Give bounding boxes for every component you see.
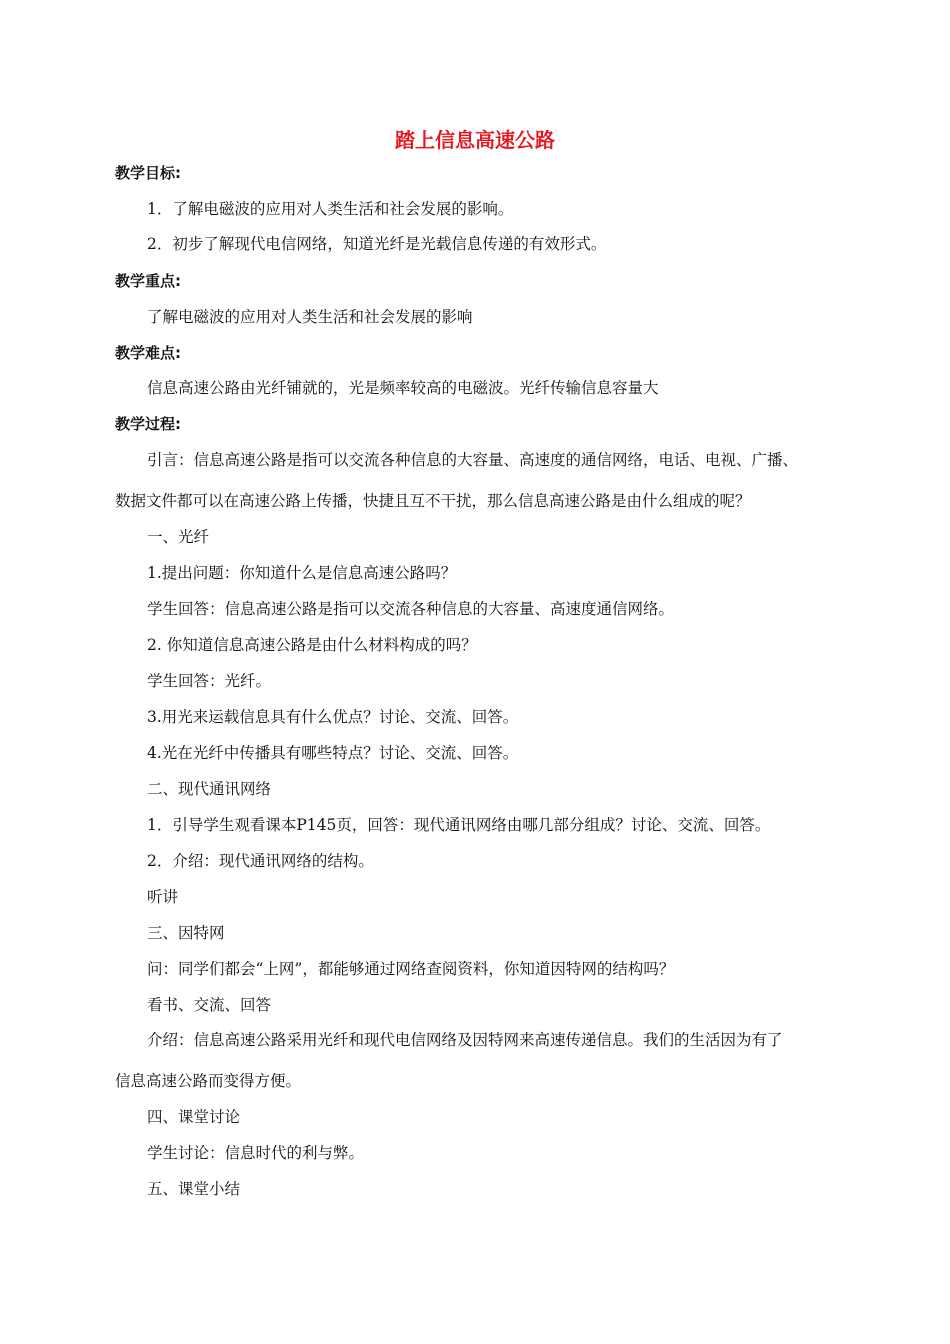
difficult-points-heading: 教学难点: — [115, 344, 181, 362]
goals-heading: 教学目标: — [115, 164, 181, 182]
intro-line-2: 数据文件都可以在高速公路上传播，快捷且互不干扰，那么信息高速公路是由什么组成的呢？ — [115, 492, 751, 510]
question-4: 4.光在光纤中传播具有哪些特点？讨论、交流、回答。 — [147, 744, 519, 762]
section-heading-1: 一、光纤 — [147, 528, 210, 546]
section-3-intro-line-2: 信息高速公路而变得方便。 — [115, 1072, 302, 1090]
answer-2: 学生回答：光纤。 — [147, 672, 272, 690]
question-2: 2. 你知道信息高速公路是由什么材料构成的吗？ — [147, 636, 477, 654]
section-heading-3: 三、因特网 — [147, 924, 225, 942]
goal-item-2: 2．初步了解现代电信网络，知道光纤是光载信息传递的有效形式。 — [147, 235, 607, 253]
key-points-heading: 教学重点: — [115, 272, 181, 290]
answer-1: 学生回答：信息高速公路是指可以交流各种信息的大容量、高速度通信网络。 — [147, 600, 675, 618]
question-3: 3.用光来运载信息具有什么优点？讨论、交流、回答。 — [147, 708, 519, 726]
section-heading-4: 四、课堂讨论 — [147, 1108, 241, 1126]
process-heading: 教学过程: — [115, 415, 181, 433]
goal-item-1: 1．了解电磁波的应用对人类生活和社会发展的影响。 — [147, 200, 514, 218]
section-heading-2: 二、现代通讯网络 — [147, 780, 272, 798]
section-2-item-2: 2．介绍：现代通讯网络的结构。 — [147, 852, 374, 870]
key-points-text: 了解电磁波的应用对人类生活和社会发展的影响 — [147, 308, 473, 326]
section-3-answer: 看书、交流、回答 — [147, 996, 272, 1014]
section-3-question: 问：同学们都会“上网”，都能够通过网络查阅资料，你知道因特网的结构吗？ — [147, 960, 675, 978]
difficult-points-text: 信息高速公路由光纤铺就的，光是频率较高的电磁波。光纤传输信息容量大 — [147, 379, 659, 397]
section-2-item-1: 1．引导学生观看课本P145页，回答：现代通讯网络由哪几部分组成？讨论、交流、回答。 — [147, 816, 771, 834]
intro-line-1: 引言：信息高速公路是指可以交流各种信息的大容量、高速度的通信网络，电话、电视、广播、 — [147, 451, 799, 469]
section-4-text: 学生讨论：信息时代的利与弊。 — [147, 1144, 365, 1162]
document-title: 踏上信息高速公路 — [395, 128, 555, 152]
section-3-intro-line-1: 介绍：信息高速公路采用光纤和现代电信网络及因特网来高速传递信息。我们的生活因为有了 — [147, 1031, 783, 1049]
section-2-item-3: 听讲 — [147, 888, 179, 906]
question-1: 1.提出问题：你知道什么是信息高速公路吗？ — [147, 564, 457, 582]
section-heading-5: 五、课堂小结 — [147, 1180, 241, 1198]
